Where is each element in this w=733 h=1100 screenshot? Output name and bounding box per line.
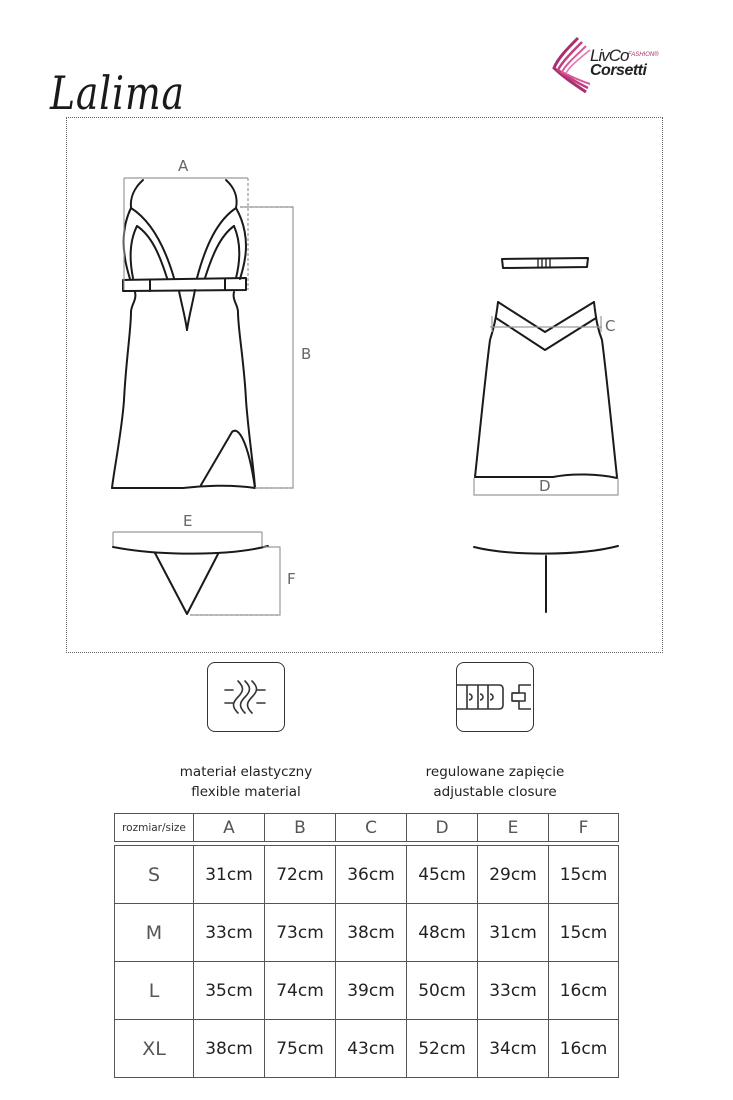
value-cell: 16cm (549, 1020, 619, 1078)
value-cell: 31cm (194, 846, 265, 904)
value-cell: 43cm (336, 1020, 407, 1078)
column-header-c: C (336, 814, 407, 842)
value-cell: 52cm (407, 1020, 478, 1078)
size-cell: L (115, 962, 194, 1020)
size-table-header (114, 813, 619, 842)
feature-label-pl: materiał elastyczny (179, 764, 313, 780)
column-header-a: A (194, 814, 265, 842)
table-row (115, 846, 619, 904)
size-cell: XL (115, 1020, 194, 1078)
feature-label-en: adjustable closure (433, 784, 557, 800)
size-cell: S (115, 846, 194, 904)
feature-label-en: flexible material (191, 784, 301, 800)
column-header-d: D (407, 814, 478, 842)
brand-tag: FASHION® (628, 52, 659, 58)
dimension-label-f: F (287, 570, 296, 588)
stretch-waves-icon (208, 663, 282, 729)
feature-adjustable-closure (385, 762, 605, 802)
value-cell: 15cm (549, 846, 619, 904)
dimension-label-b: B (301, 345, 312, 363)
skirt-drawing (475, 302, 617, 478)
thong-back-drawing (474, 546, 618, 612)
product-title: Lalima (50, 66, 185, 120)
thong-front-drawing (113, 546, 268, 614)
dimension-label-e: E (183, 512, 193, 530)
dimension-lines (113, 178, 618, 615)
table-row (115, 904, 619, 962)
column-header-e: E (478, 814, 549, 842)
value-cell: 33cm (478, 962, 549, 1020)
adjustable-closure-icon (456, 662, 534, 732)
size-cell: M (115, 904, 194, 962)
value-cell: 45cm (407, 846, 478, 904)
value-cell: 29cm (478, 846, 549, 904)
value-cell: 36cm (336, 846, 407, 904)
feature-label-pl: regulowane zapięcie (425, 764, 565, 780)
column-header-b: B (265, 814, 336, 842)
chemise-drawing (112, 180, 255, 488)
column-header-f: F (549, 814, 619, 842)
size-table (114, 845, 619, 1078)
strap-drawing (502, 258, 588, 268)
feature-flexible-material (136, 762, 356, 802)
value-cell: 31cm (478, 904, 549, 962)
value-cell: 74cm (265, 962, 336, 1020)
value-cell: 39cm (336, 962, 407, 1020)
value-cell: 38cm (194, 1020, 265, 1078)
brand-name-line2: Corsetti (590, 62, 647, 79)
value-cell: 16cm (549, 962, 619, 1020)
table-row (115, 962, 619, 1020)
hook-closure-icon (457, 663, 531, 729)
column-header-size: rozmiar/size (115, 814, 194, 842)
value-cell: 48cm (407, 904, 478, 962)
value-cell: 72cm (265, 846, 336, 904)
value-cell: 34cm (478, 1020, 549, 1078)
value-cell: 15cm (549, 904, 619, 962)
table-row (115, 1020, 619, 1078)
table-header-row (115, 814, 619, 842)
value-cell: 35cm (194, 962, 265, 1020)
dimension-label-a: A (178, 157, 189, 175)
value-cell: 73cm (265, 904, 336, 962)
value-cell: 50cm (407, 962, 478, 1020)
flexible-material-icon (207, 662, 285, 732)
brand-name-line1: LivCo (590, 46, 629, 65)
value-cell: 33cm (194, 904, 265, 962)
dimension-label-c: C (605, 317, 616, 335)
dimension-label-d: D (539, 477, 551, 495)
value-cell: 75cm (265, 1020, 336, 1078)
value-cell: 38cm (336, 904, 407, 962)
